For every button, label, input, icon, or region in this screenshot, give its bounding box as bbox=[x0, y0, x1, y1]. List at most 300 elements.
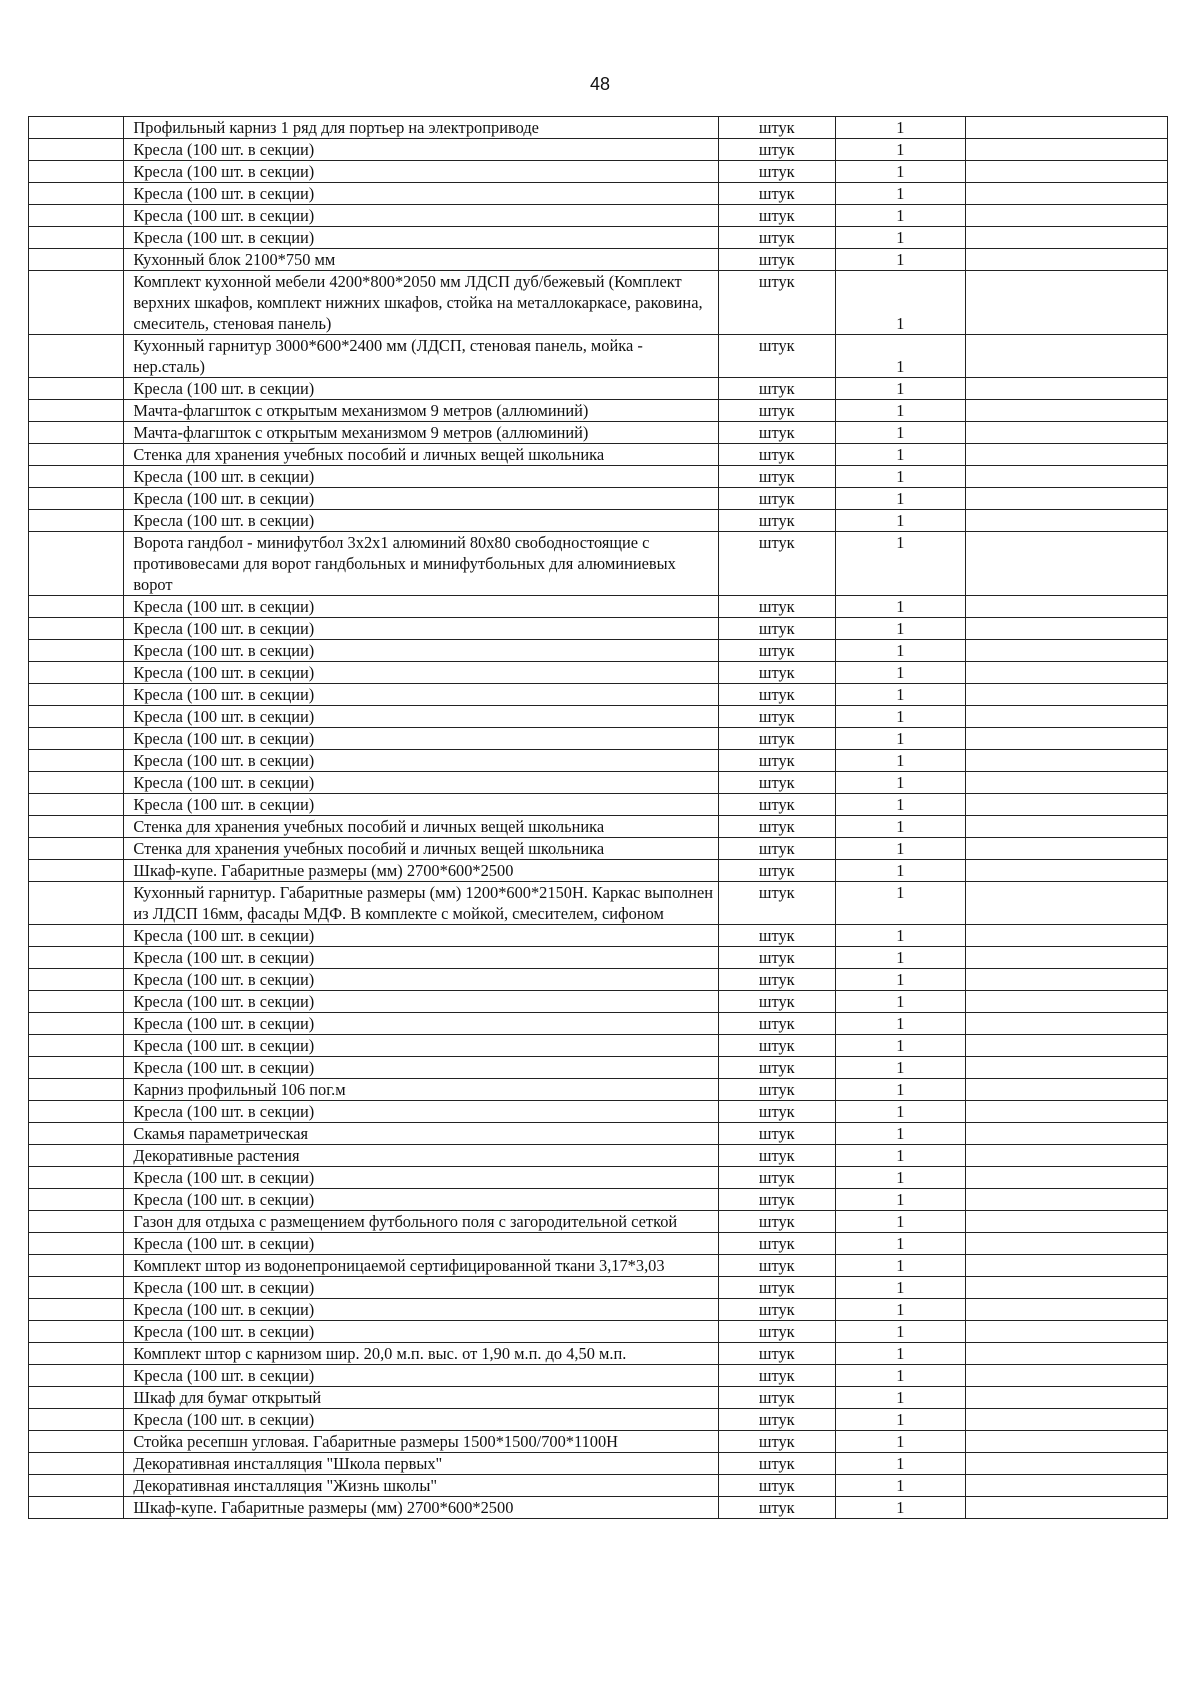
row-number-cell bbox=[29, 816, 124, 838]
notes-cell bbox=[966, 139, 1168, 161]
row-number-cell bbox=[29, 1079, 124, 1101]
quantity-cell: 1 bbox=[835, 1453, 966, 1475]
unit-cell: штук bbox=[719, 1453, 836, 1475]
notes-cell bbox=[966, 161, 1168, 183]
item-name-cell: Кресла (100 шт. в секции) bbox=[124, 183, 719, 205]
unit-cell: штук bbox=[719, 640, 836, 662]
unit-cell: штук bbox=[719, 1343, 836, 1365]
quantity-cell: 1 bbox=[835, 1343, 966, 1365]
quantity-cell: 1 bbox=[835, 728, 966, 750]
item-name-cell: Кресла (100 шт. в секции) bbox=[124, 706, 719, 728]
item-name-cell: Карниз профильный 106 пог.м bbox=[124, 1079, 719, 1101]
notes-cell bbox=[966, 532, 1168, 596]
item-name-cell: Кресла (100 шт. в секции) bbox=[124, 466, 719, 488]
table-row bbox=[29, 1189, 1168, 1211]
item-name-cell: Кухонный гарнитур. Габаритные размеры (мм) 1200*600*2150Н. Каркас выполнен из ЛДСП 16мм, фасады МДФ. В комплекте с мойкой, смесителем, сифоном bbox=[124, 882, 719, 925]
unit-cell: штук bbox=[719, 1409, 836, 1431]
unit-cell: штук bbox=[719, 947, 836, 969]
notes-cell bbox=[966, 991, 1168, 1013]
notes-cell bbox=[966, 596, 1168, 618]
notes-cell bbox=[966, 117, 1168, 139]
inventory-table bbox=[28, 116, 1168, 1519]
unit-cell: штук bbox=[719, 532, 836, 596]
notes-cell bbox=[966, 618, 1168, 640]
item-name-cell: Комплект штор из водонепроницаемой сертифицированной ткани 3,17*3,03 bbox=[124, 1255, 719, 1277]
quantity-cell: 1 bbox=[835, 1409, 966, 1431]
notes-cell bbox=[966, 1123, 1168, 1145]
table-row bbox=[29, 1497, 1168, 1519]
table-row bbox=[29, 378, 1168, 400]
quantity-cell: 1 bbox=[835, 1079, 966, 1101]
quantity-cell: 1 bbox=[835, 816, 966, 838]
quantity-cell: 1 bbox=[835, 117, 966, 139]
row-number-cell bbox=[29, 991, 124, 1013]
row-number-cell bbox=[29, 466, 124, 488]
notes-cell bbox=[966, 1145, 1168, 1167]
table-row bbox=[29, 794, 1168, 816]
table-row bbox=[29, 1255, 1168, 1277]
notes-cell bbox=[966, 1321, 1168, 1343]
table-row bbox=[29, 532, 1168, 596]
unit-cell: штук bbox=[719, 1431, 836, 1453]
table-row bbox=[29, 422, 1168, 444]
quantity-cell: 1 bbox=[835, 1497, 966, 1519]
table-row bbox=[29, 161, 1168, 183]
item-name-cell: Кресла (100 шт. в секции) bbox=[124, 227, 719, 249]
unit-cell: штук bbox=[719, 205, 836, 227]
quantity-cell: 1 bbox=[835, 794, 966, 816]
notes-cell bbox=[966, 400, 1168, 422]
row-number-cell bbox=[29, 860, 124, 882]
notes-cell bbox=[966, 510, 1168, 532]
item-name-cell: Кресла (100 шт. в секции) bbox=[124, 205, 719, 227]
table-row bbox=[29, 925, 1168, 947]
table-row bbox=[29, 1123, 1168, 1145]
row-number-cell bbox=[29, 1123, 124, 1145]
table-row bbox=[29, 1013, 1168, 1035]
quantity-cell: 1 bbox=[835, 444, 966, 466]
table-row bbox=[29, 684, 1168, 706]
row-number-cell bbox=[29, 925, 124, 947]
notes-cell bbox=[966, 1189, 1168, 1211]
row-number-cell bbox=[29, 1211, 124, 1233]
quantity-cell: 1 bbox=[835, 1211, 966, 1233]
item-name-cell: Кресла (100 шт. в секции) bbox=[124, 684, 719, 706]
row-number-cell bbox=[29, 640, 124, 662]
notes-cell bbox=[966, 1101, 1168, 1123]
row-number-cell bbox=[29, 444, 124, 466]
item-name-cell: Кресла (100 шт. в секции) bbox=[124, 1189, 719, 1211]
quantity-cell: 1 bbox=[835, 596, 966, 618]
table-row bbox=[29, 1343, 1168, 1365]
unit-cell: штук bbox=[719, 838, 836, 860]
quantity-cell: 1 bbox=[835, 1145, 966, 1167]
unit-cell: штук bbox=[719, 1211, 836, 1233]
table-row bbox=[29, 1321, 1168, 1343]
row-number-cell bbox=[29, 706, 124, 728]
unit-cell: штук bbox=[719, 117, 836, 139]
table-row bbox=[29, 838, 1168, 860]
row-number-cell bbox=[29, 1365, 124, 1387]
item-name-cell: Кресла (100 шт. в секции) bbox=[124, 1277, 719, 1299]
notes-cell bbox=[966, 1211, 1168, 1233]
notes-cell bbox=[966, 1387, 1168, 1409]
quantity-cell: 1 bbox=[835, 1255, 966, 1277]
notes-cell bbox=[966, 772, 1168, 794]
row-number-cell bbox=[29, 532, 124, 596]
quantity-cell: 1 bbox=[835, 618, 966, 640]
row-number-cell bbox=[29, 227, 124, 249]
table-row bbox=[29, 139, 1168, 161]
item-name-cell: Профильный карниз 1 ряд для портьер на электроприводе bbox=[124, 117, 719, 139]
table-row bbox=[29, 271, 1168, 335]
quantity-cell: 1 bbox=[835, 1321, 966, 1343]
row-number-cell bbox=[29, 1321, 124, 1343]
quantity-cell: 1 bbox=[835, 1035, 966, 1057]
notes-cell bbox=[966, 816, 1168, 838]
table-row bbox=[29, 1079, 1168, 1101]
item-name-cell: Кресла (100 шт. в секции) bbox=[124, 925, 719, 947]
notes-cell bbox=[966, 271, 1168, 335]
unit-cell: штук bbox=[719, 1035, 836, 1057]
quantity-cell: 1 bbox=[835, 1233, 966, 1255]
notes-cell bbox=[966, 860, 1168, 882]
notes-cell bbox=[966, 466, 1168, 488]
row-number-cell bbox=[29, 1431, 124, 1453]
item-name-cell: Декоративные растения bbox=[124, 1145, 719, 1167]
item-name-cell: Шкаф-купе. Габаритные размеры (мм) 2700*600*2500 bbox=[124, 1497, 719, 1519]
unit-cell: штук bbox=[719, 161, 836, 183]
table-row bbox=[29, 249, 1168, 271]
table-row bbox=[29, 1431, 1168, 1453]
quantity-cell: 1 bbox=[835, 991, 966, 1013]
notes-cell bbox=[966, 1057, 1168, 1079]
notes-cell bbox=[966, 838, 1168, 860]
row-number-cell bbox=[29, 882, 124, 925]
unit-cell: штук bbox=[719, 882, 836, 925]
quantity-cell: 1 bbox=[835, 925, 966, 947]
item-name-cell: Декоративная инсталляция "Жизнь школы" bbox=[124, 1475, 719, 1497]
item-name-cell: Комплект кухонной мебели 4200*800*2050 мм ЛДСП дуб/бежевый (Комплект верхних шкафов, комплект нижних шкафов, стойка на металлокаркасе, раковина, смеситель, стеновая панель) bbox=[124, 271, 719, 335]
row-number-cell bbox=[29, 1453, 124, 1475]
table-row bbox=[29, 510, 1168, 532]
inventory-table-container bbox=[28, 116, 1168, 1519]
quantity-cell: 1 bbox=[835, 183, 966, 205]
unit-cell: штук bbox=[719, 1123, 836, 1145]
table-row bbox=[29, 466, 1168, 488]
row-number-cell bbox=[29, 161, 124, 183]
notes-cell bbox=[966, 925, 1168, 947]
row-number-cell bbox=[29, 1409, 124, 1431]
table-row bbox=[29, 969, 1168, 991]
item-name-cell: Кресла (100 шт. в секции) bbox=[124, 488, 719, 510]
quantity-cell: 1 bbox=[835, 662, 966, 684]
quantity-cell: 1 bbox=[835, 1101, 966, 1123]
unit-cell: штук bbox=[719, 1277, 836, 1299]
unit-cell: штук bbox=[719, 271, 836, 335]
unit-cell: штук bbox=[719, 596, 836, 618]
notes-cell bbox=[966, 706, 1168, 728]
quantity-cell: 1 bbox=[835, 882, 966, 925]
table-row bbox=[29, 1233, 1168, 1255]
item-name-cell: Кресла (100 шт. в секции) bbox=[124, 947, 719, 969]
unit-cell: штук bbox=[719, 249, 836, 271]
item-name-cell: Кресла (100 шт. в секции) bbox=[124, 728, 719, 750]
unit-cell: штук bbox=[719, 139, 836, 161]
unit-cell: штук bbox=[719, 466, 836, 488]
item-name-cell: Мачта-флагшток с открытым механизмом 9 метров (аллюминий) bbox=[124, 422, 719, 444]
item-name-cell: Стойка ресепшн угловая. Габаритные размеры 1500*1500/700*1100Н bbox=[124, 1431, 719, 1453]
table-row bbox=[29, 1409, 1168, 1431]
unit-cell: штук bbox=[719, 1013, 836, 1035]
unit-cell: штук bbox=[719, 227, 836, 249]
table-row bbox=[29, 662, 1168, 684]
notes-cell bbox=[966, 1343, 1168, 1365]
unit-cell: штук bbox=[719, 335, 836, 378]
row-number-cell bbox=[29, 510, 124, 532]
row-number-cell bbox=[29, 1167, 124, 1189]
item-name-cell: Кресла (100 шт. в секции) bbox=[124, 618, 719, 640]
table-row bbox=[29, 444, 1168, 466]
quantity-cell: 1 bbox=[835, 1123, 966, 1145]
table-row bbox=[29, 947, 1168, 969]
notes-cell bbox=[966, 1365, 1168, 1387]
row-number-cell bbox=[29, 1233, 124, 1255]
item-name-cell: Кресла (100 шт. в секции) bbox=[124, 1365, 719, 1387]
unit-cell: штук bbox=[719, 1475, 836, 1497]
notes-cell bbox=[966, 1431, 1168, 1453]
row-number-cell bbox=[29, 1277, 124, 1299]
table-row bbox=[29, 1145, 1168, 1167]
unit-cell: штук bbox=[719, 1365, 836, 1387]
notes-cell bbox=[966, 684, 1168, 706]
unit-cell: штук bbox=[719, 816, 836, 838]
item-name-cell: Кухонный гарнитур 3000*600*2400 мм (ЛДСП, стеновая панель, мойка - нер.сталь) bbox=[124, 335, 719, 378]
notes-cell bbox=[966, 1255, 1168, 1277]
item-name-cell: Кресла (100 шт. в секции) bbox=[124, 991, 719, 1013]
item-name-cell: Кресла (100 шт. в секции) bbox=[124, 1409, 719, 1431]
table-row bbox=[29, 816, 1168, 838]
quantity-cell: 1 bbox=[835, 750, 966, 772]
table-row bbox=[29, 1167, 1168, 1189]
table-row bbox=[29, 640, 1168, 662]
quantity-cell: 1 bbox=[835, 860, 966, 882]
quantity-cell: 1 bbox=[835, 510, 966, 532]
notes-cell bbox=[966, 1079, 1168, 1101]
row-number-cell bbox=[29, 969, 124, 991]
table-row bbox=[29, 1057, 1168, 1079]
row-number-cell bbox=[29, 1057, 124, 1079]
item-name-cell: Кресла (100 шт. в секции) bbox=[124, 596, 719, 618]
unit-cell: штук bbox=[719, 1233, 836, 1255]
notes-cell bbox=[966, 249, 1168, 271]
quantity-cell: 1 bbox=[835, 706, 966, 728]
notes-cell bbox=[966, 422, 1168, 444]
quantity-cell: 1 bbox=[835, 466, 966, 488]
unit-cell: штук bbox=[719, 1299, 836, 1321]
quantity-cell: 1 bbox=[835, 1365, 966, 1387]
row-number-cell bbox=[29, 378, 124, 400]
item-name-cell: Кресла (100 шт. в секции) bbox=[124, 139, 719, 161]
unit-cell: штук bbox=[719, 1057, 836, 1079]
notes-cell bbox=[966, 728, 1168, 750]
row-number-cell bbox=[29, 488, 124, 510]
unit-cell: штук bbox=[719, 1255, 836, 1277]
item-name-cell: Стенка для хранения учебных пособий и личных вещей школьника bbox=[124, 444, 719, 466]
item-name-cell: Шкаф-купе. Габаритные размеры (мм) 2700*600*2500 bbox=[124, 860, 719, 882]
notes-cell bbox=[966, 183, 1168, 205]
table-row bbox=[29, 882, 1168, 925]
table-body bbox=[29, 117, 1168, 1519]
notes-cell bbox=[966, 227, 1168, 249]
notes-cell bbox=[966, 205, 1168, 227]
row-number-cell bbox=[29, 400, 124, 422]
item-name-cell: Декоративная инсталляция "Школа первых" bbox=[124, 1453, 719, 1475]
table-row bbox=[29, 706, 1168, 728]
quantity-cell: 1 bbox=[835, 227, 966, 249]
item-name-cell: Газон для отдыха с размещением футбольного поля с загородительной сеткой bbox=[124, 1211, 719, 1233]
quantity-cell: 1 bbox=[835, 1277, 966, 1299]
item-name-cell: Мачта-флагшток с открытым механизмом 9 метров (аллюминий) bbox=[124, 400, 719, 422]
table-row bbox=[29, 1277, 1168, 1299]
row-number-cell bbox=[29, 750, 124, 772]
quantity-cell: 1 bbox=[835, 205, 966, 227]
row-number-cell bbox=[29, 1145, 124, 1167]
notes-cell bbox=[966, 1409, 1168, 1431]
quantity-cell: 1 bbox=[835, 684, 966, 706]
table-row bbox=[29, 1101, 1168, 1123]
quantity-cell: 1 bbox=[835, 1189, 966, 1211]
table-row bbox=[29, 1035, 1168, 1057]
table-row bbox=[29, 1365, 1168, 1387]
quantity-cell: 1 bbox=[835, 640, 966, 662]
unit-cell: штук bbox=[719, 1189, 836, 1211]
table-row bbox=[29, 183, 1168, 205]
quantity-cell: 1 bbox=[835, 1387, 966, 1409]
quantity-cell: 1 bbox=[835, 139, 966, 161]
quantity-cell: 1 bbox=[835, 1013, 966, 1035]
item-name-cell: Шкаф для бумаг открытый bbox=[124, 1387, 719, 1409]
unit-cell: штук bbox=[719, 183, 836, 205]
row-number-cell bbox=[29, 596, 124, 618]
table-row bbox=[29, 860, 1168, 882]
notes-cell bbox=[966, 794, 1168, 816]
unit-cell: штук bbox=[719, 772, 836, 794]
item-name-cell: Кресла (100 шт. в секции) bbox=[124, 1167, 719, 1189]
unit-cell: штук bbox=[719, 750, 836, 772]
item-name-cell: Кресла (100 шт. в секции) bbox=[124, 662, 719, 684]
quantity-cell: 1 bbox=[835, 532, 966, 596]
item-name-cell: Кресла (100 шт. в секции) bbox=[124, 1013, 719, 1035]
unit-cell: штук bbox=[719, 860, 836, 882]
quantity-cell: 1 bbox=[835, 1167, 966, 1189]
table-row bbox=[29, 400, 1168, 422]
row-number-cell bbox=[29, 838, 124, 860]
quantity-cell: 1 bbox=[835, 488, 966, 510]
table-row bbox=[29, 1299, 1168, 1321]
row-number-cell bbox=[29, 728, 124, 750]
notes-cell bbox=[966, 1453, 1168, 1475]
row-number-cell bbox=[29, 794, 124, 816]
item-name-cell: Кресла (100 шт. в секции) bbox=[124, 161, 719, 183]
quantity-cell: 1 bbox=[835, 969, 966, 991]
item-name-cell: Скамья параметрическая bbox=[124, 1123, 719, 1145]
item-name-cell: Кресла (100 шт. в секции) bbox=[124, 1299, 719, 1321]
quantity-cell: 1 bbox=[835, 1475, 966, 1497]
item-name-cell: Комплект штор с карнизом шир. 20,0 м.п. выс. от 1,90 м.п. до 4,50 м.п. bbox=[124, 1343, 719, 1365]
table-row bbox=[29, 991, 1168, 1013]
unit-cell: штук bbox=[719, 991, 836, 1013]
row-number-cell bbox=[29, 1101, 124, 1123]
unit-cell: штук bbox=[719, 1101, 836, 1123]
row-number-cell bbox=[29, 772, 124, 794]
unit-cell: штук bbox=[719, 1145, 836, 1167]
row-number-cell bbox=[29, 684, 124, 706]
row-number-cell bbox=[29, 947, 124, 969]
row-number-cell bbox=[29, 1387, 124, 1409]
quantity-cell: 1 bbox=[835, 249, 966, 271]
table-row bbox=[29, 488, 1168, 510]
item-name-cell: Кресла (100 шт. в секции) bbox=[124, 1233, 719, 1255]
notes-cell bbox=[966, 1497, 1168, 1519]
notes-cell bbox=[966, 969, 1168, 991]
notes-cell bbox=[966, 1035, 1168, 1057]
row-number-cell bbox=[29, 183, 124, 205]
item-name-cell: Стенка для хранения учебных пособий и личных вещей школьника bbox=[124, 816, 719, 838]
unit-cell: штук bbox=[719, 510, 836, 532]
notes-cell bbox=[966, 1013, 1168, 1035]
table-row bbox=[29, 1211, 1168, 1233]
unit-cell: штук bbox=[719, 662, 836, 684]
unit-cell: штук bbox=[719, 618, 836, 640]
notes-cell bbox=[966, 640, 1168, 662]
quantity-cell: 1 bbox=[835, 838, 966, 860]
unit-cell: штук bbox=[719, 1079, 836, 1101]
notes-cell bbox=[966, 750, 1168, 772]
quantity-cell: 1 bbox=[835, 400, 966, 422]
row-number-cell bbox=[29, 1475, 124, 1497]
notes-cell bbox=[966, 947, 1168, 969]
item-name-cell: Кухонный блок 2100*750 мм bbox=[124, 249, 719, 271]
unit-cell: штук bbox=[719, 488, 836, 510]
item-name-cell: Кресла (100 шт. в секции) bbox=[124, 378, 719, 400]
unit-cell: штук bbox=[719, 794, 836, 816]
unit-cell: штук bbox=[719, 1387, 836, 1409]
quantity-cell: 1 bbox=[835, 335, 966, 378]
table-row bbox=[29, 618, 1168, 640]
quantity-cell: 1 bbox=[835, 1431, 966, 1453]
unit-cell: штук bbox=[719, 378, 836, 400]
quantity-cell: 1 bbox=[835, 378, 966, 400]
table-row bbox=[29, 1453, 1168, 1475]
row-number-cell bbox=[29, 335, 124, 378]
notes-cell bbox=[966, 378, 1168, 400]
row-number-cell bbox=[29, 1343, 124, 1365]
item-name-cell: Кресла (100 шт. в секции) bbox=[124, 772, 719, 794]
notes-cell bbox=[966, 1233, 1168, 1255]
unit-cell: штук bbox=[719, 444, 836, 466]
unit-cell: штук bbox=[719, 1167, 836, 1189]
item-name-cell: Стенка для хранения учебных пособий и личных вещей школьника bbox=[124, 838, 719, 860]
table-row bbox=[29, 1387, 1168, 1409]
row-number-cell bbox=[29, 1299, 124, 1321]
item-name-cell: Кресла (100 шт. в секции) bbox=[124, 1057, 719, 1079]
row-number-cell bbox=[29, 1035, 124, 1057]
item-name-cell: Кресла (100 шт. в секции) bbox=[124, 794, 719, 816]
unit-cell: штук bbox=[719, 1497, 836, 1519]
row-number-cell bbox=[29, 422, 124, 444]
unit-cell: штук bbox=[719, 1321, 836, 1343]
